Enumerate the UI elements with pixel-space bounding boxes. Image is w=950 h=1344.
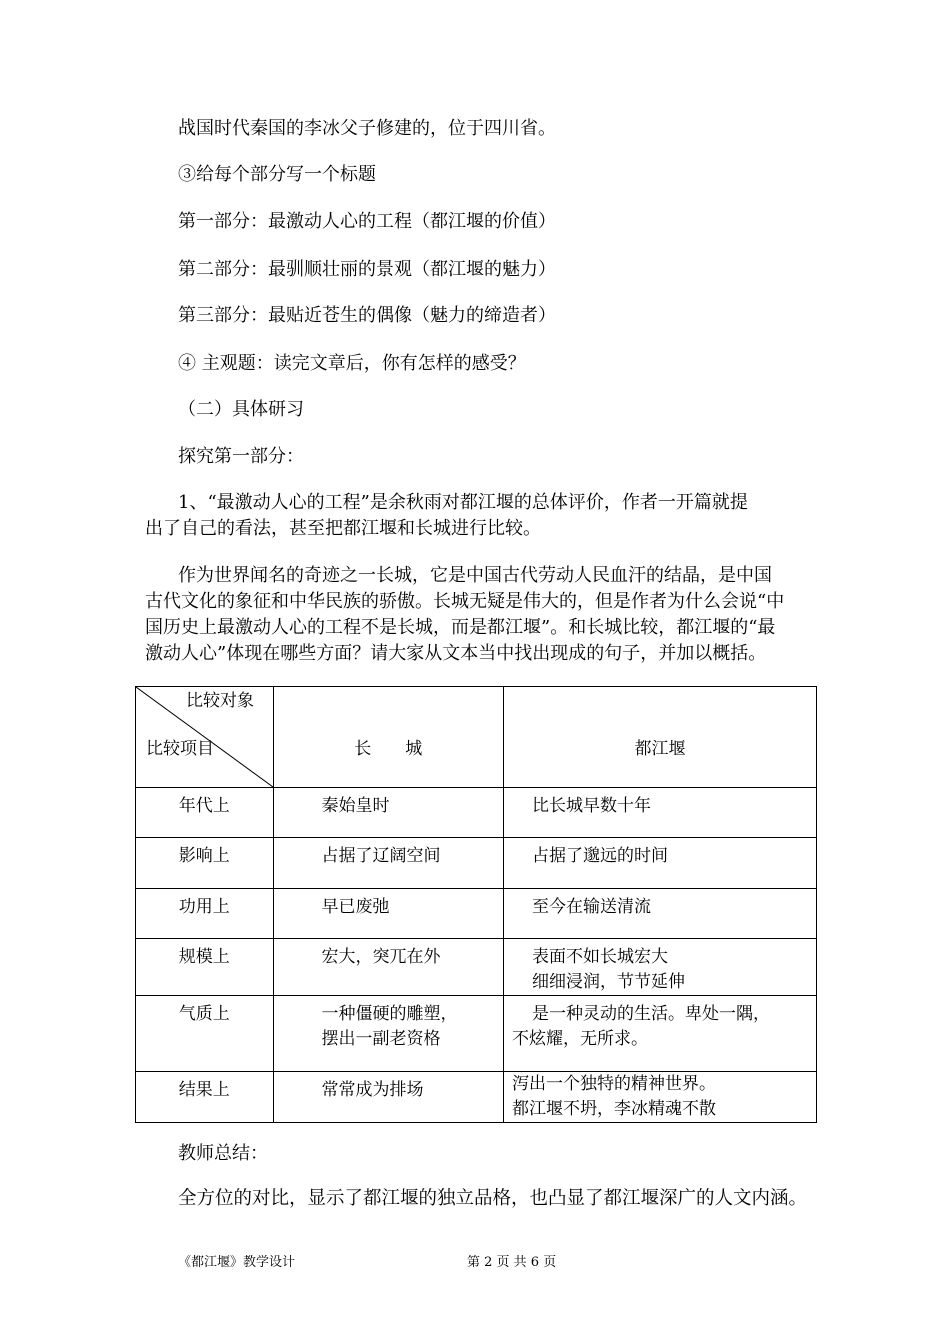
header-compare-item: 比较项目 bbox=[146, 739, 214, 759]
cell-line: 摆出一副老资格 bbox=[321, 1029, 441, 1049]
great-wall-cell: 秦始皇时 bbox=[273, 788, 503, 838]
paragraph-evaluation bbox=[145, 490, 817, 542]
dujiangyan-cell: 占据了邈远的时间 bbox=[503, 838, 816, 889]
paragraph-subjective-question: ④ 主观题：读完文章后，你有怎样的感受？ bbox=[178, 353, 526, 374]
cell-line: 都江堰不坍，李冰精魂不散 bbox=[511, 1099, 716, 1119]
teacher-summary-text: 全方位的对比，显示了都江堰的独立品格，也凸显了都江堰深广的人文内涵。 bbox=[178, 1188, 808, 1209]
table-header-row bbox=[136, 687, 817, 788]
great-wall-cell: 占据了辽阔空间 bbox=[273, 838, 503, 889]
row-item: 功用上 bbox=[136, 889, 274, 939]
text-line: 出了自己的看法，甚至把都江堰和长城进行比较。 bbox=[145, 518, 541, 539]
cell-line: 泻出一个独特的精神世界。 bbox=[511, 1074, 716, 1094]
row-item: 影响上 bbox=[136, 838, 274, 889]
great-wall-cell: 早已废弛 bbox=[273, 889, 503, 939]
header-dujiangyan bbox=[503, 687, 816, 788]
paragraph-explore-part-one: 探究第一部分： bbox=[178, 446, 304, 467]
header-great-wall bbox=[273, 687, 503, 788]
dujiangyan-cell bbox=[503, 939, 816, 996]
dujiangyan-cell: 比长城早数十年 bbox=[503, 788, 816, 838]
row-item: 结果上 bbox=[136, 1072, 274, 1123]
paragraph-part-one: 第一部分：最激动人心的工程（都江堰的价值） bbox=[178, 211, 556, 232]
great-wall-cell: 宏大，突兀在外 bbox=[273, 939, 503, 996]
header-great-wall-label: 长 城 bbox=[354, 739, 423, 759]
great-wall-cell bbox=[273, 996, 503, 1072]
paragraph-part-three: 第三部分：最贴近苍生的偶像（魅力的缔造者） bbox=[178, 305, 556, 326]
footer-page-number: 第 2 页 共 6 页 bbox=[467, 1255, 557, 1270]
cell-line: 不炫耀，无所求。 bbox=[511, 1029, 648, 1049]
paragraph-location: 战国时代秦国的李冰父子修建的，位于四川省。 bbox=[178, 118, 556, 139]
cell-line: 一种僵硬的雕塑， bbox=[321, 1004, 458, 1024]
section-heading: （二）具体研习 bbox=[178, 399, 304, 420]
table-row bbox=[136, 889, 817, 939]
dujiangyan-cell: 至今在输送清流 bbox=[503, 889, 816, 939]
dujiangyan-cell bbox=[503, 996, 816, 1072]
table-row bbox=[136, 788, 817, 838]
row-item: 规模上 bbox=[136, 939, 274, 996]
table-row bbox=[136, 838, 817, 889]
row-item: 气质上 bbox=[136, 996, 274, 1072]
comparison-table bbox=[135, 686, 817, 1123]
footer-document-title: 《都江堰》教学设计 bbox=[178, 1255, 296, 1270]
text-line: 1、“最激动人心的工程”是余秋雨对都江堰的总体评价，作者一开篇就提 bbox=[178, 492, 748, 513]
cell-line: 细细浸润，节节延伸 bbox=[531, 972, 685, 992]
text-line: 激动人心”体现在哪些方面？请大家从文本当中找出现成的句子，并加以概括。 bbox=[145, 643, 767, 664]
cell-line: 是一种灵动的生活。卑处一隅， bbox=[531, 1004, 770, 1024]
paragraph-part-two: 第二部分：最驯顺壮丽的景观（都江堰的魅力） bbox=[178, 259, 556, 280]
header-diagonal-cell bbox=[136, 687, 274, 788]
row-item: 年代上 bbox=[136, 788, 274, 838]
header-compare-object: 比较对象 bbox=[186, 691, 254, 711]
text-line: 作为世界闻名的奇迹之一长城，它是中国古代劳动人民血汗的结晶，是中国 bbox=[178, 565, 772, 586]
paragraph-great-wall-comparison bbox=[145, 563, 817, 667]
table-row bbox=[136, 996, 817, 1072]
header-dujiangyan-label: 都江堰 bbox=[634, 739, 686, 759]
teacher-summary-heading: 教师总结： bbox=[178, 1143, 268, 1164]
table-row bbox=[136, 1072, 817, 1123]
text-line: 古代文化的象征和中华民族的骄傲。长城无疑是伟大的，但是作者为什么会说“中 bbox=[145, 591, 785, 612]
paragraph-task-titles: ③给每个部分写一个标题 bbox=[178, 164, 376, 185]
dujiangyan-cell bbox=[503, 1072, 816, 1123]
table-row bbox=[136, 939, 817, 996]
text-line: 国历史上最激动人心的工程不是长城，而是都江堰”。和长城比较，都江堰的“最 bbox=[145, 617, 776, 638]
cell-line: 表面不如长城宏大 bbox=[531, 947, 668, 967]
great-wall-cell: 常常成为排场 bbox=[273, 1072, 503, 1123]
